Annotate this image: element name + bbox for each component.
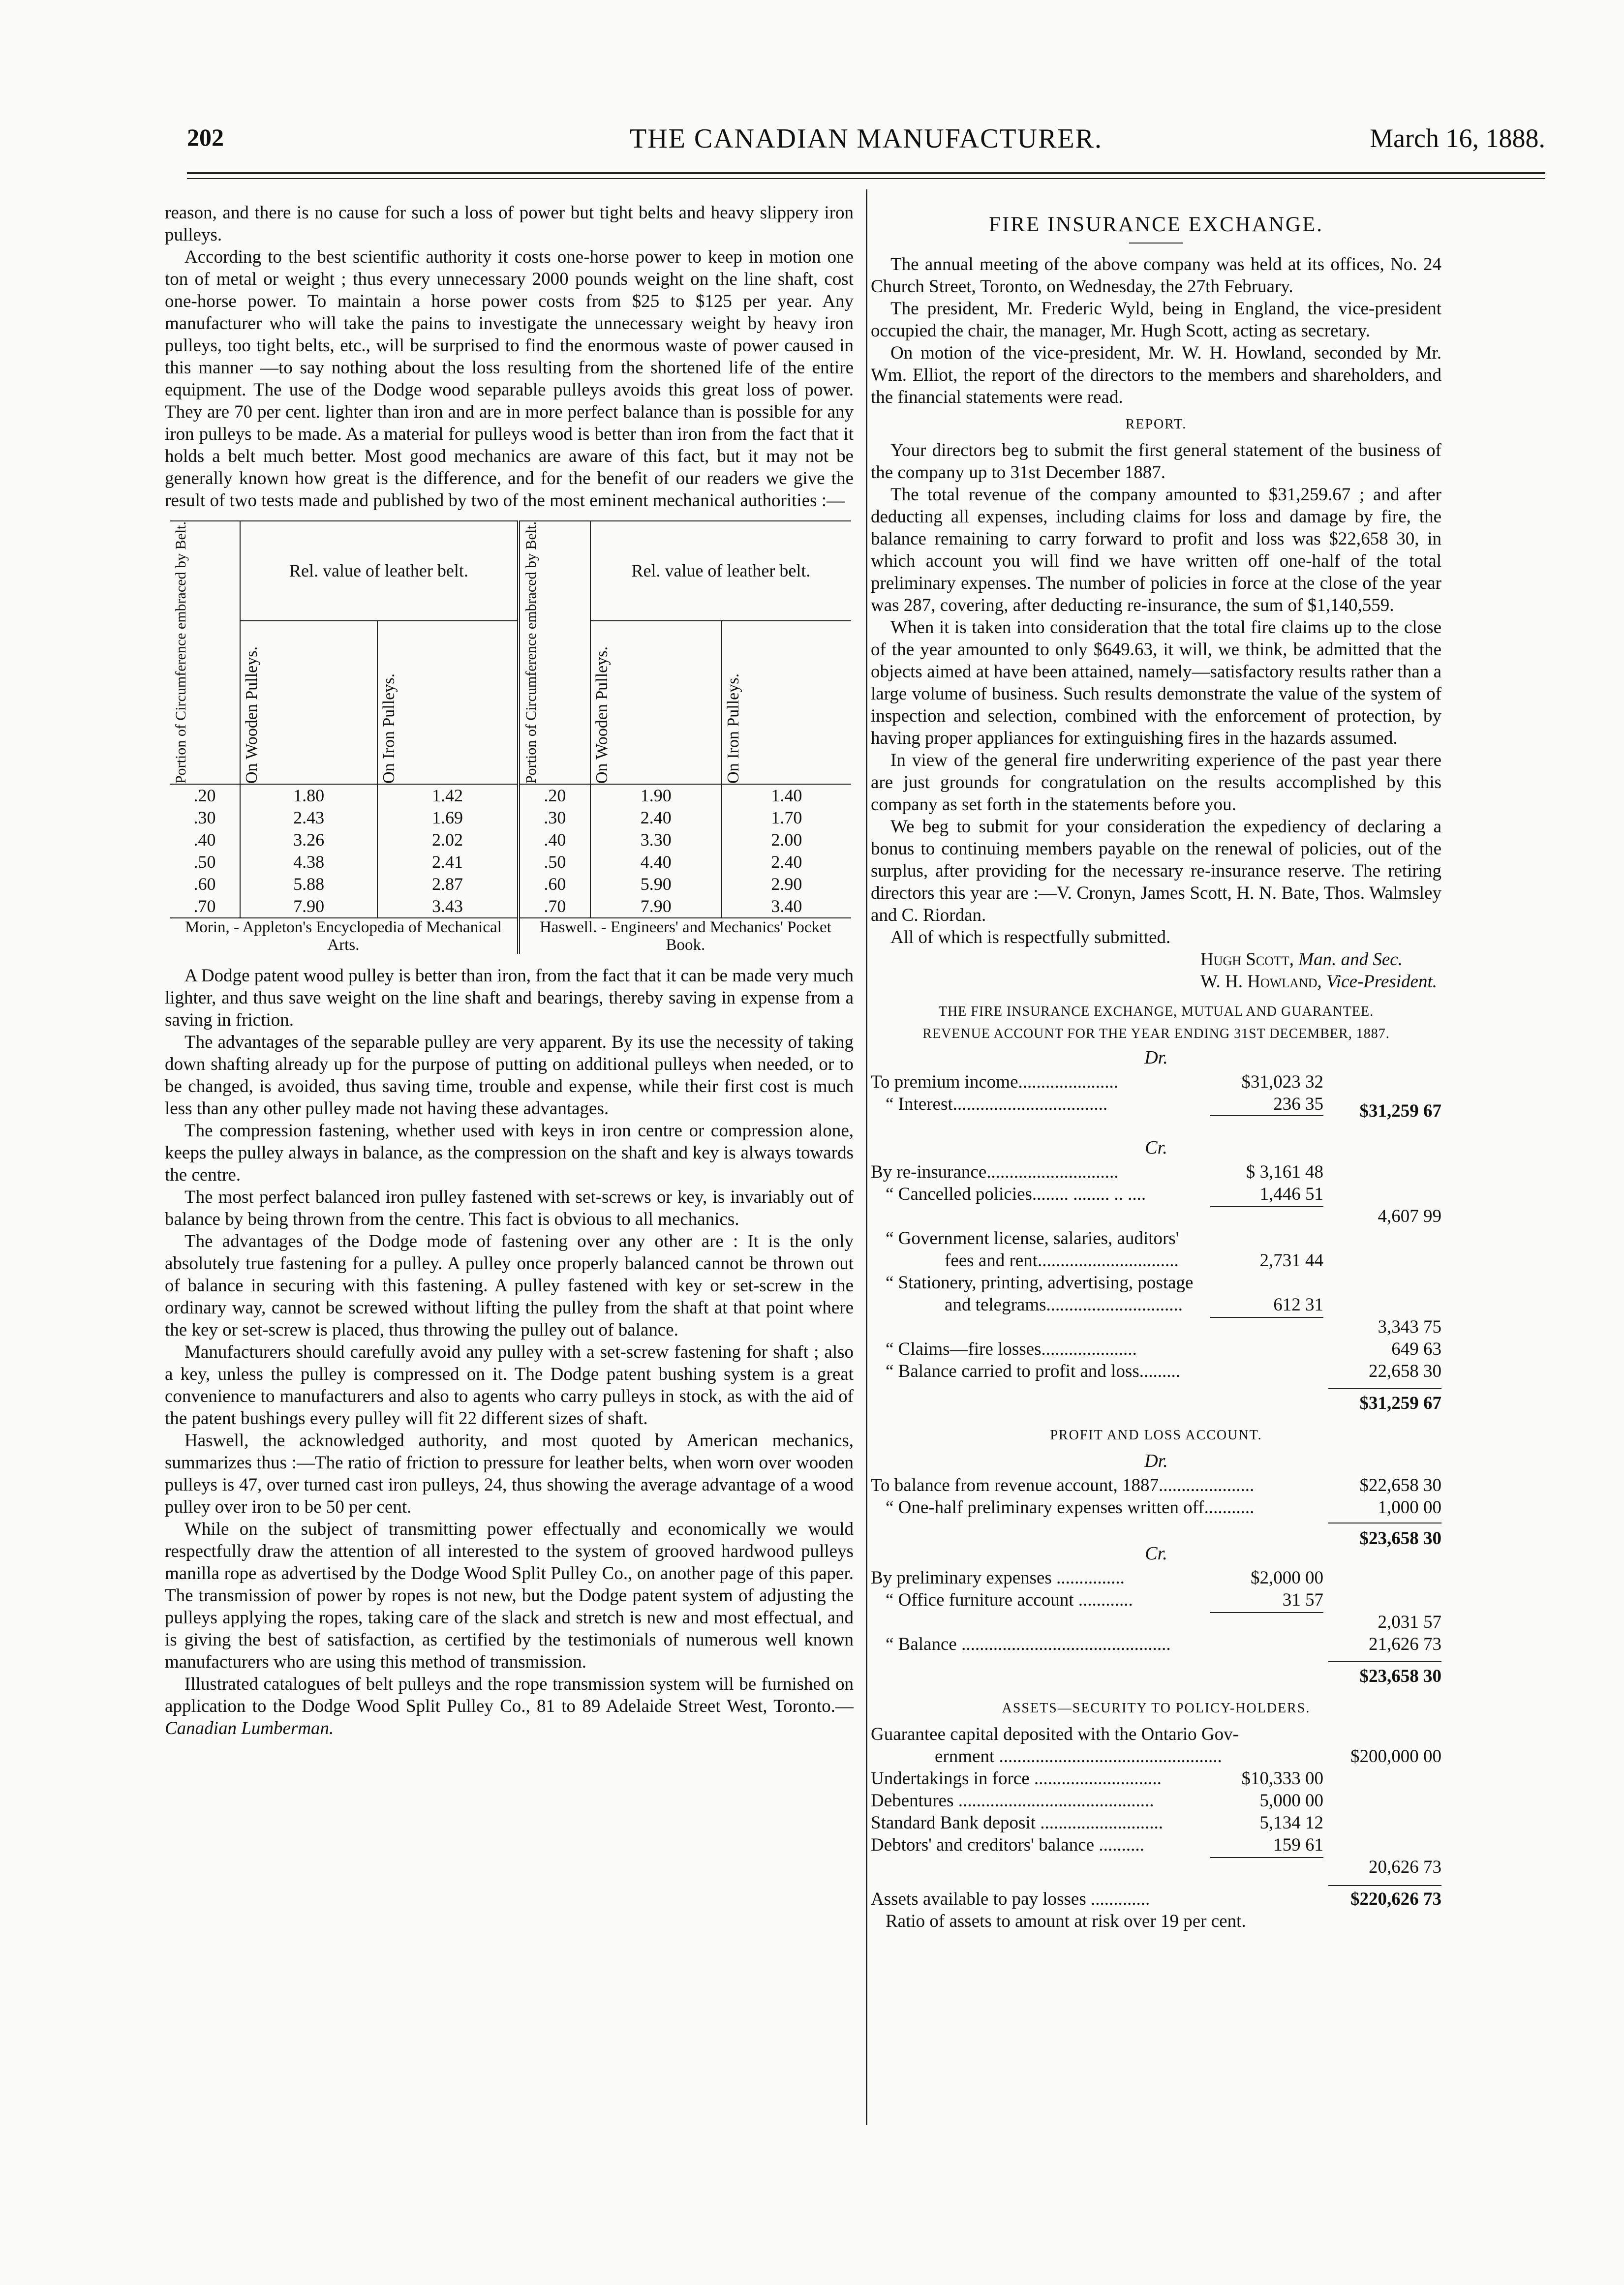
table-cell: 3.43 — [377, 895, 519, 918]
paragraph: The compression fastening, whether used with keys in iron centre or compression alone, keeps the pulley always in balance, as the compression on the shaft and key is always towards the centre. — [165, 1121, 854, 1186]
account-label: ernment ................................................. — [935, 1746, 1222, 1767]
signature-manager — [871, 948, 1441, 971]
account-line — [871, 1093, 1441, 1121]
table-cell: 1.70 — [722, 807, 851, 829]
account-label: “ Government license, salaries, auditors' — [886, 1228, 1179, 1249]
signature-title: Man. and Sec. — [1298, 949, 1403, 970]
table-cell: 4.38 — [240, 851, 377, 873]
table-header-group: Rel. value of leather belt. — [590, 521, 851, 621]
table-cell: .20 — [519, 784, 590, 807]
paragraph: Manufacturers should carefully avoid any pulley with a set-screw fastening for shaft ; also a key, unless the pulley is compressed on it. The Dodge patent bushing system is a great convenience to manufacturers and also to agents who carry pulleys in stock, as with the aid of the patent bushings every pulley will fit 22 different sizes of shaft. — [165, 1342, 854, 1429]
credit-label: Cr. — [1145, 1137, 1167, 1158]
account-subtotal: 4,607 99 — [1378, 1206, 1441, 1226]
paragraph: The total revenue of the company amounted to $31,259.67 ; and after deducting all expenses, including claims for loss and damage by fire, the balance remaining to carry forward to profit and loss was $22,658 30, in which account you will find we have written off one-half of the total preliminary expenses. The number of policies in force at the close of the year was 287, covering, after deducting re-insurance, the sum of $1,140,559. — [871, 485, 1441, 615]
signature-title: Vice-President. — [1326, 972, 1437, 992]
sum-rule — [1328, 1388, 1441, 1389]
table-cell: 7.90 — [590, 895, 722, 918]
account-line — [871, 1227, 1441, 1249]
paragraph: The advantages of the separable pulley are very apparent. By its use the necessity of taking down shafting already up for the purpose of putting on additional pulleys when needed, or to be changed, is avoided, thus saving time, trouble and expense, while their first cost is much less than any other pulley made not having these advantages. — [165, 1032, 854, 1119]
article-title: FIRE INSURANCE EXCHANGE. — [989, 213, 1323, 236]
publication-title: THE CANADIAN MANUFACTURER. — [630, 123, 1103, 154]
account-line — [871, 1856, 1441, 1878]
account-label: “ Office furniture account ............ — [886, 1590, 1133, 1610]
account-amount: $31,023 32 — [1241, 1072, 1323, 1092]
account-amount: 22,658 30 — [1369, 1361, 1441, 1381]
table-cell: .70 — [519, 895, 590, 918]
table-cell: .40 — [519, 829, 590, 851]
account-amount: 612 31 — [1273, 1295, 1323, 1315]
table-cell: 2.90 — [722, 873, 851, 895]
sum-rule — [1210, 1857, 1323, 1858]
table-header-portion: Portion of Circumference embraced by Belt. — [173, 521, 189, 784]
account-amount: $200,000 00 — [1350, 1746, 1441, 1767]
account-label: “ Cancelled policies........ ........ .. .... — [886, 1184, 1146, 1204]
table-header-wood: On Wooden Pulleys. — [243, 646, 261, 784]
account-line — [871, 1834, 1441, 1856]
account-label: Standard Bank deposit ........................... — [871, 1813, 1164, 1833]
account-label: Assets available to pay losses ............. — [871, 1889, 1150, 1909]
account-label: To premium income...................... — [871, 1072, 1119, 1092]
account-amount: 1,446 51 — [1259, 1184, 1323, 1204]
account-label: Debentures ........................................... — [871, 1791, 1154, 1811]
credit-label: Cr. — [1145, 1543, 1167, 1564]
table-row — [170, 829, 851, 851]
account-label: By preliminary expenses ............... — [871, 1568, 1125, 1588]
table-cell: 2.87 — [377, 873, 519, 895]
table-cell: .60 — [519, 873, 590, 895]
account-subtotal: 3,343 75 — [1378, 1317, 1441, 1337]
account-line — [871, 1655, 1441, 1686]
paragraph-last — [165, 1673, 854, 1739]
source-credit: Canadian Lumberman. — [165, 1718, 334, 1739]
account-line — [871, 1382, 1441, 1413]
table-header-group: Rel. value of leather belt. — [240, 521, 519, 621]
account-amount: 649 63 — [1391, 1339, 1441, 1359]
account-line — [871, 1183, 1441, 1205]
account-total: $220,626 73 — [1350, 1889, 1441, 1909]
account-label: fees and rent............................... — [945, 1250, 1179, 1271]
table-cell: .60 — [193, 874, 216, 894]
account-amount: 31 57 — [1282, 1590, 1323, 1610]
table-cell: .50 — [519, 851, 590, 873]
paragraph: reason, and there is no cause for such a loss of power but tight belts and heavy slippery iron pulleys. — [165, 203, 854, 245]
account-line — [871, 1474, 1441, 1496]
paragraph: In view of the general fire underwriting experience of the past year there are just grounds for congratulation on the results accomplished by this company as set forth in the statements before you. — [871, 750, 1441, 815]
sum-rule — [1210, 1115, 1323, 1116]
account-label: “ One-half preliminary expenses written off........... — [886, 1497, 1255, 1518]
account-amount: $2,000 00 — [1251, 1568, 1323, 1588]
account-total: $23,658 30 — [1359, 1666, 1441, 1686]
sum-rule — [1328, 1885, 1441, 1886]
signature-vice-president — [871, 971, 1441, 993]
table-cell: .20 — [170, 784, 240, 807]
account-line — [871, 1790, 1441, 1812]
table-row — [170, 851, 851, 873]
account-line — [871, 1316, 1441, 1338]
account-label: To balance from revenue account, 1887..................... — [871, 1475, 1255, 1495]
table-cell: 2.43 — [240, 807, 377, 829]
title-rule — [1129, 243, 1183, 244]
sum-rule — [1210, 1612, 1323, 1613]
table-cell: 7.90 — [240, 895, 377, 918]
account-label: “ Balance .............................................. — [886, 1634, 1171, 1654]
paragraph: The annual meeting of the above company was held at its offices, No. 24 Church Street, Toronto, on Wednesday, the 27th February. — [871, 254, 1441, 297]
account-amount: 1,000 00 — [1378, 1497, 1441, 1518]
table-row — [170, 784, 851, 807]
account-amount: $ 3,161 48 — [1246, 1162, 1323, 1182]
account-total: $23,658 30 — [1359, 1528, 1441, 1549]
sum-rule — [1210, 1206, 1323, 1207]
account-line — [871, 1338, 1441, 1360]
header-rule-thin — [187, 178, 1545, 179]
page-number: 202 — [187, 123, 224, 151]
sum-rule — [1328, 1661, 1441, 1662]
page-header — [187, 123, 1545, 167]
table-row — [170, 873, 851, 895]
table-cell: 2.40 — [590, 807, 722, 829]
ratio-text: Ratio of assets to amount at risk over 19 per cent. — [886, 1911, 1246, 1931]
table-cell: 3.40 — [722, 895, 851, 918]
account-amount: 5,134 12 — [1259, 1813, 1323, 1833]
table-cell: 2.02 — [377, 829, 519, 851]
table-cell: 2.00 — [722, 829, 851, 851]
paragraph: The most perfect balanced iron pulley fastened with set-screws or key, is invariably out of balance by being thrown from the centre. This fact is obvious to all mechanics. — [165, 1187, 854, 1230]
debit-label: Dr. — [1144, 1451, 1168, 1471]
account-line — [871, 1633, 1441, 1655]
issue-date: March 16, 1888. — [1370, 123, 1545, 153]
right-column — [871, 202, 1441, 1932]
table-cell: 1.40 — [722, 784, 851, 807]
account-label: “ Claims—fire losses..................... — [886, 1339, 1137, 1359]
table-cell: .50 — [193, 852, 216, 872]
account-label: “ Interest.................................. — [886, 1094, 1108, 1114]
account-label: By re-insurance............................. — [871, 1162, 1119, 1182]
account-label: and telegrams.............................. — [945, 1295, 1183, 1315]
account-line — [871, 1888, 1441, 1910]
revenue-heading-1: THE FIRE INSURANCE EXCHANGE, MUTUAL AND GUARANTEE. — [938, 1004, 1374, 1019]
paragraph: On motion of the vice-president, Mr. W. H. Howland, seconded by Mr. Wm. Elliot, the report of the directors to the members and shareholders, and the financial statements were read. — [871, 343, 1441, 407]
account-line — [871, 1205, 1441, 1227]
paragraph: A Dodge patent wood pulley is better than iron, from the fact that it can be made very much lighter, and thus save weight on the line shaft and bearings, thereby saving in expense from a saving in friction. — [165, 966, 854, 1031]
table-cell: 5.90 — [590, 873, 722, 895]
table-cell: 1.90 — [590, 784, 722, 807]
paragraph: We beg to submit for your consideration the expediency of declaring a bonus to continuing members payable on the renewal of policies, out of the surplus, after providing for the necessary re-insurance reserve. The retiring directors this year are :—V. Cronyn, James Scott, H. N. Bate, Thos. Walmsley and C. Riordan. — [871, 817, 1441, 925]
table-header-wood: On Wooden Pulleys. — [592, 646, 611, 784]
table-cell: 1.69 — [377, 807, 519, 829]
account-line — [871, 1567, 1441, 1589]
account-line — [871, 1249, 1441, 1272]
account-label: Guarantee capital deposited with the Ontario Gov- — [871, 1724, 1239, 1744]
account-label: Debtors' and creditors' balance .......... — [871, 1835, 1144, 1855]
left-column — [165, 202, 854, 1739]
account-amount: 159 61 — [1273, 1835, 1323, 1855]
account-line — [871, 1767, 1441, 1790]
table-row — [170, 895, 851, 918]
table-cell: 5.88 — [240, 873, 377, 895]
paragraph: All of which is respectfully submitted. — [890, 927, 1171, 947]
account-line — [871, 1360, 1441, 1382]
table-cell: 3.26 — [240, 829, 377, 851]
table-cell: .30 — [519, 807, 590, 829]
debit-label: Dr. — [1144, 1047, 1168, 1068]
account-line — [871, 1272, 1441, 1294]
sum-rule — [1210, 1317, 1323, 1318]
account-amount: $10,333 00 — [1241, 1768, 1323, 1789]
account-amount: 2,731 44 — [1259, 1250, 1323, 1271]
account-total: $31,259 67 — [1359, 1101, 1441, 1121]
assets-heading: ASSETS—SECURITY TO POLICY-HOLDERS. — [1002, 1701, 1311, 1716]
account-line — [871, 1161, 1441, 1183]
table-source-morin: Morin, - Appleton's Encyclopedia of Mechanical Arts. — [170, 918, 519, 954]
account-total: $31,259 67 — [1359, 1393, 1441, 1413]
table-cell: .70 — [193, 896, 216, 916]
account-line — [871, 1294, 1441, 1316]
account-amount: $22,658 30 — [1359, 1475, 1441, 1495]
profit-loss-heading: PROFIT AND LOSS ACCOUNT. — [1050, 1428, 1262, 1443]
paragraph: Haswell, the acknowledged authority, and most quoted by American mechanics, summarizes thus :—The ratio of friction to pressure for leather belts, when worn over wooden pulleys is 47, over turned cast iron pulleys, 24, thus showing the average advantage of a wood pulley over iron to be 50 per cent. — [165, 1431, 854, 1518]
account-line — [871, 1519, 1441, 1549]
revenue-heading-2: REVENUE ACCOUNT FOR THE YEAR ENDING 31ST DECEMBER, 1887. — [922, 1026, 1390, 1041]
paragraph: Your directors beg to submit the first general statement of the business of the company up to 31st December 1887. — [871, 440, 1441, 483]
table-header-portion: Portion of Circumference embraced by Belt. — [522, 521, 539, 784]
paragraph: When it is taken into consideration that the total fire claims up to the close of the year amounted to only $649.63, it will, we think, be admitted that the objects aimed at have been attained, namely—satisfactory results rather than a large volume of business. Such results demonstrate the value of the system of inspection and selection, combined with the enforcement of protection, by having proper appliances for extinguishing fires in the hazards assumed. — [871, 617, 1441, 748]
table-cell: 2.40 — [722, 851, 851, 873]
report-heading: REPORT. — [1125, 417, 1187, 432]
table-cell: .30 — [193, 808, 216, 828]
header-rule — [187, 172, 1545, 174]
account-line — [871, 1611, 1441, 1633]
column-divider — [866, 189, 867, 2125]
account-subtotal: 20,626 73 — [1369, 1857, 1441, 1877]
signature-name: Hugh Scott, — [1200, 949, 1294, 970]
table-row — [170, 807, 851, 829]
account-amount: 236 35 — [1273, 1094, 1323, 1114]
account-line — [871, 1812, 1441, 1834]
account-subtotal: 2,031 57 — [1378, 1612, 1441, 1632]
table-cell: 1.42 — [377, 784, 519, 807]
table-cell: 4.40 — [590, 851, 722, 873]
table-header-iron: On Iron Pulleys. — [380, 673, 398, 784]
account-line — [871, 1496, 1441, 1519]
account-line — [871, 1745, 1441, 1767]
paragraph: While on the subject of transmitting power effectually and economically we would respectfully draw the attention of all interested to the system of grooved hardwood pulleys manilla rope as advertised by the Dodge Wood Split Pulley Co., on another page of this paper. The transmission of power by ropes is not new, but the Dodge patent system of adjusting the pulleys applying the ropes, taking care of the slack and stretch is new and most effectual, and is giving the best of satisfaction, as certified by the testimonials of numerous well known manufacturers who are using this method of transmission. — [165, 1519, 854, 1673]
paragraph-text: Illustrated catalogues of belt pulleys and the rope transmission system will be furnished on application to the Dodge Wood Split Pulley Co., 81 to 89 Adelaide Street West, Toronto.— — [165, 1674, 854, 1717]
paragraph: The advantages of the Dodge mode of fastening over any other are : It is the only absolutely true fastening for a pulley. A pulley once properly balanced cannot be thrown out of balance in securing with this fastening. A pulley fastened with key or set-screw in the ordinary way, cannot be screwed without lifting the pulley from the shaft at that point where the key or set-screw is placed, thus throwing the pulley out of balance. — [165, 1231, 854, 1341]
table-cell: 2.41 — [377, 851, 519, 873]
paragraph: The president, Mr. Frederic Wyld, being in England, the vice-president occupied the chair, the manager, Mr. Hugh Scott, acting as secretary. — [871, 299, 1441, 341]
table-cell: .40 — [193, 830, 216, 850]
paragraph: According to the best scientific authority it costs one-horse power to keep in motion one ton of metal or weight ; thus every unnecessary 2000 pounds weight on the line shaft, cost one-horse power. To maintain a horse power costs from $25 to $125 per year. Any manufacturer who will take the pains to investigate the unnecessary weight by heavy iron pulleys, too tight belts, etc., will be surprised to find the enormous waste of power caused in this manner —to say nothing about the loss resulting from the shortened life of the entire equipment. The use of the Dodge wood separable pulleys avoids this great loss of power. They are 70 per cent. lighter than iron and are in more perfect balance than is possible for any iron pulleys to be made. As a material for pulleys wood is better than iron from the fact that it holds a belt much better. Most good mechanics are aware of this fact, but it may not be generally known how great is the difference, and for the benefit of our readers we give the result of two tests made and published by two of the most eminent mechanical authorities :— — [165, 247, 854, 511]
table-cell: 1.80 — [240, 784, 377, 807]
belt-value-table — [170, 520, 851, 954]
account-line — [871, 1723, 1441, 1745]
account-label: “ Stationery, printing, advertising, postage — [886, 1273, 1194, 1293]
account-label: “ Balance carried to profit and loss......... — [886, 1361, 1180, 1381]
account-line — [871, 1071, 1441, 1093]
account-amount: 21,626 73 — [1369, 1634, 1441, 1654]
account-amount: 5,000 00 — [1259, 1791, 1323, 1811]
table-header-iron: On Iron Pulleys. — [724, 673, 742, 784]
table-cell: 3.30 — [590, 829, 722, 851]
signature-name: W. H. Howland, — [1200, 972, 1322, 992]
account-label: Undertakings in force ............................ — [871, 1768, 1162, 1789]
table-source-haswell: Haswell. - Engineers' and Mechanics' Pocket Book. — [519, 918, 851, 954]
account-line — [871, 1589, 1441, 1611]
ratio-line — [871, 1910, 1441, 1932]
